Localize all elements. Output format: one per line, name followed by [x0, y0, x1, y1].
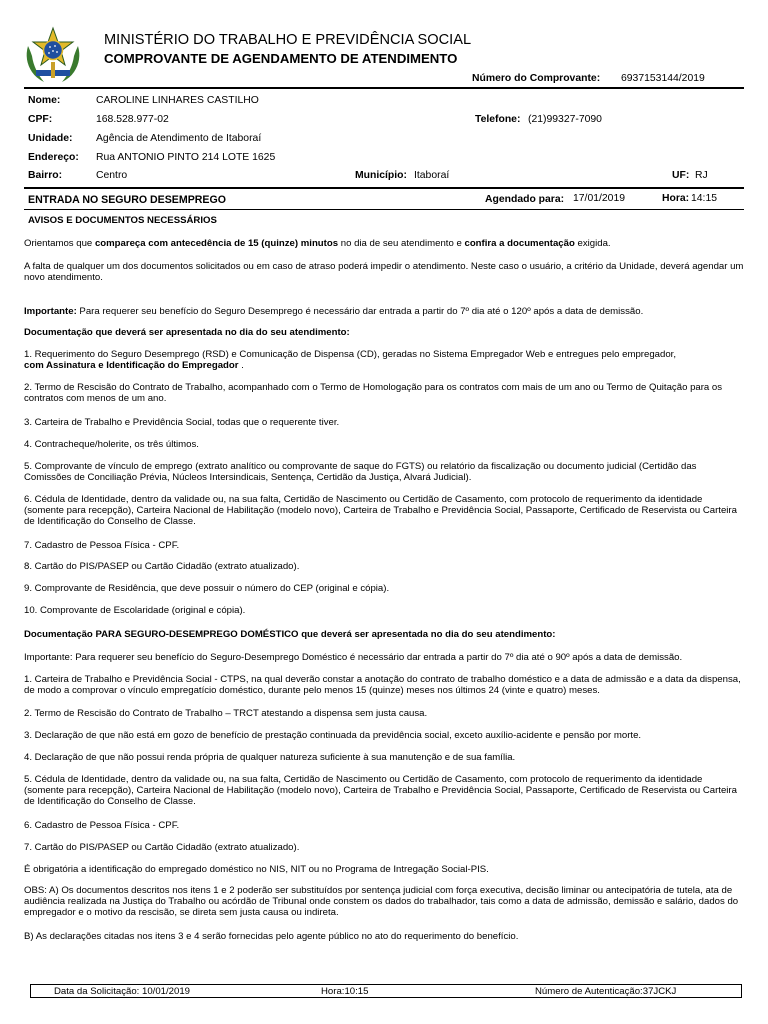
notices-title: AVISOS E DOCUMENTOS NECESSÁRIOS	[28, 215, 217, 226]
district-label: Bairro:	[28, 170, 63, 181]
domestic-item-7: 7. Cartão do PIS/PASEP ou Cartão Cidadão (extrato atualizado).	[24, 842, 300, 853]
service-name: ENTRADA NO SEGURO DESEMPREGO	[28, 194, 226, 206]
doc-item-9: 9. Comprovante de Residência, que deve possuir o número do CEP (original e cópia).	[24, 583, 390, 594]
mandatory-note: É obrigatória a identificação do empregado doméstico no NIS, NIT ou no Programa de Intregação Social-PIS.	[24, 864, 489, 875]
domestic-important: Importante: Para requerer seu benefício do Seguro-Desemprego Doméstico é necessário dar entrada a partir do 7º dia até o 90º após a data de demissão.	[24, 652, 683, 663]
request-time: Hora:10:15	[321, 986, 369, 997]
name-label: Nome:	[28, 95, 61, 106]
phone-label: Telefone:	[475, 114, 521, 125]
doc-item-2: 2. Termo de Rescisão do Contrato de Trabalho, acompanhado com o Termo de Homologação para os contratos com mais de um ano ou Termo de Quitação para os contratos com menos de um ano.	[24, 382, 723, 404]
doc-item-7: 7. Cadastro de Pessoa Física - CPF.	[24, 540, 180, 551]
doc-item-1: 1. Requerimento do Seguro Desemprego (RSD) e Comunicação de Dispensa (CD), geradas no Sistema Empregador Web e entregues pelo empregador, com Assinatura e Identificação do Empregador .	[24, 349, 677, 371]
doc-item-3: 3. Carteira de Trabalho e Previdência Social, todas que o requerente tiver.	[24, 417, 340, 428]
name-value: CAROLINE LINHARES CASTILHO	[96, 95, 259, 106]
doc-item-6: 6. Cédula de Identidade, dentro da validade ou, na sua falta, Certidão de Nascimento ou Certidão de Casamento, com protocolo de requerimento da identidade (somente para recepção), Carteira Nacional de Habilitação (modelo novo), Carteira de Trabalho e Previdência Social, Passaporte, Certificado de Reservista ou Carteira de Identificação do Conselho de Classe.	[24, 494, 737, 527]
cpf-value: 168.528.977-02	[96, 114, 169, 125]
document-title: COMPROVANTE DE AGENDAMENTO DE ATENDIMENTO	[104, 51, 458, 66]
ministry-name: MINISTÉRIO DO TRABALHO E PREVIDÊNCIA SOCIAL	[104, 32, 472, 48]
city-value: Itaboraí	[414, 170, 450, 181]
domestic-item-4: 4. Declaração de que não possui renda própria de qualquer natureza suficiente à sua manutenção e de sua família.	[24, 752, 516, 763]
intro-paragraph: Orientamos que compareça com antecedência de 15 (quinze) minutos no dia de seu atendimento e confira a documentação exigida.	[24, 238, 611, 249]
district-value: Centro	[96, 170, 128, 181]
domestic-docs-title: Documentação PARA SEGURO-DESEMPREGO DOMÉSTICO que deverá ser apresentada no dia do seu atendimento:	[24, 629, 556, 640]
divider	[24, 187, 744, 189]
doc-item-4: 4. Contracheque/holerite, os três últimos.	[24, 439, 199, 450]
state-value: RJ	[695, 170, 708, 181]
doc-item-8: 8. Cartão do PIS/PASEP ou Cartão Cidadão (extrato atualizado).	[24, 561, 300, 572]
divider	[24, 87, 744, 89]
time-value: 14:15	[691, 193, 718, 204]
address-label: Endereço:	[28, 152, 79, 163]
time-label: Hora:	[662, 193, 690, 204]
unit-label: Unidade:	[28, 133, 73, 144]
phone-value: (21)99327-7090	[528, 114, 602, 125]
city-label: Município:	[355, 170, 407, 181]
request-date: Data da Solicitação: 10/01/2019	[54, 986, 191, 997]
address-value: Rua ANTONIO PINTO 214 LOTE 1625	[96, 152, 276, 163]
cpf-label: CPF:	[28, 114, 53, 125]
domestic-item-5: 5. Cédula de Identidade, dentro da validade ou, na sua falta, Certidão de Nascimento ou Certidão de Casamento, com protocolo de requerimento da identidade (somente para recepção), Carteira Nacional de Habilitação (modelo novo), Carteira de Trabalho e Previdência Social, Passaporte, Certificado de Reservista ou Carteira de Identificação do Conselho de Classe.	[24, 774, 737, 807]
brazil-coat-of-arms-icon	[22, 26, 84, 86]
divider	[24, 209, 744, 210]
obs-b: B) As declarações citadas nos itens 3 e 4 serão fornecidas pelo agente público no ato do requerimento do benefício.	[24, 931, 519, 942]
domestic-item-2: 2. Termo de Rescisão do Contrato de Trabalho – TRCT atestando a dispensa sem justa causa.	[24, 708, 428, 719]
domestic-item-6: 6. Cadastro de Pessoa Física - CPF.	[24, 820, 180, 831]
unit-value: Agência de Atendimento de Itaboraí	[96, 133, 262, 144]
docs-title: Documentação que deverá ser apresentada no dia do seu atendimento:	[24, 327, 350, 338]
absence-paragraph: A falta de qualquer um dos documentos solicitados ou em caso de atraso poderá impedir o atendimento. Neste caso o usuário, a critério da Unidade, deverá agendar um novo atendimento.	[24, 261, 744, 283]
scheduled-label: Agendado para:	[485, 194, 565, 205]
obs-a: OBS: A) Os documentos descritos nos itens 1 e 2 poderão ser substituídos por sentença judicial com força executiva, decisão liminar ou antecipatória de tutela, ata de audiência realizada na Justiça do Trabalho ou acórdão de Tribunal onde constem os dados do trabalhador, tais como a data de admissão, demissão e salário, dados do empregador e o motivo da rescisão, se direta sem justa causa ou indireta.	[24, 885, 739, 918]
doc-item-5: 5. Comprovante de vínculo de emprego (extrato analítico ou comprovante de saque do FGTS) ou relatório da fiscalização ou documento judicial (Certidão das Comissões de Conciliação Prévia, Núcleos Intersindicais, Sentença, Certidão da Justiça, Alvará Judicial).	[24, 461, 697, 483]
domestic-item-3: 3. Declaração de que não está em gozo de benefício de prestação continuada da previdência social, exceto auxílio-acidente e pensão por morte.	[24, 730, 642, 741]
domestic-item-1: 1. Carteira de Trabalho e Previdência Social - CTPS, na qual deverão constar a anotação do contrato de trabalho doméstico e a data de admissão e a data da dispensa, de modo a comprovar o vínculo empregatício doméstico, durante pelo menos 15 (quinze) meses nos últimos 24 (vinte e quatro) meses.	[24, 674, 741, 696]
receipt-number: 6937153144/2019	[621, 73, 705, 84]
receipt-number-label: Número do Comprovante:	[472, 73, 601, 84]
important-paragraph: Importante: Para requerer seu benefício do Seguro Desemprego é necessário dar entrada a partir do 7º dia até o 120º após a data de demissão.	[24, 306, 644, 317]
state-label: UF:	[672, 170, 690, 181]
scheduled-date: 17/01/2019	[573, 193, 626, 204]
doc-item-10: 10. Comprovante de Escolaridade (original e cópia).	[24, 605, 246, 616]
authentication-number: Número de Autenticação:37JCKJ	[535, 986, 677, 997]
